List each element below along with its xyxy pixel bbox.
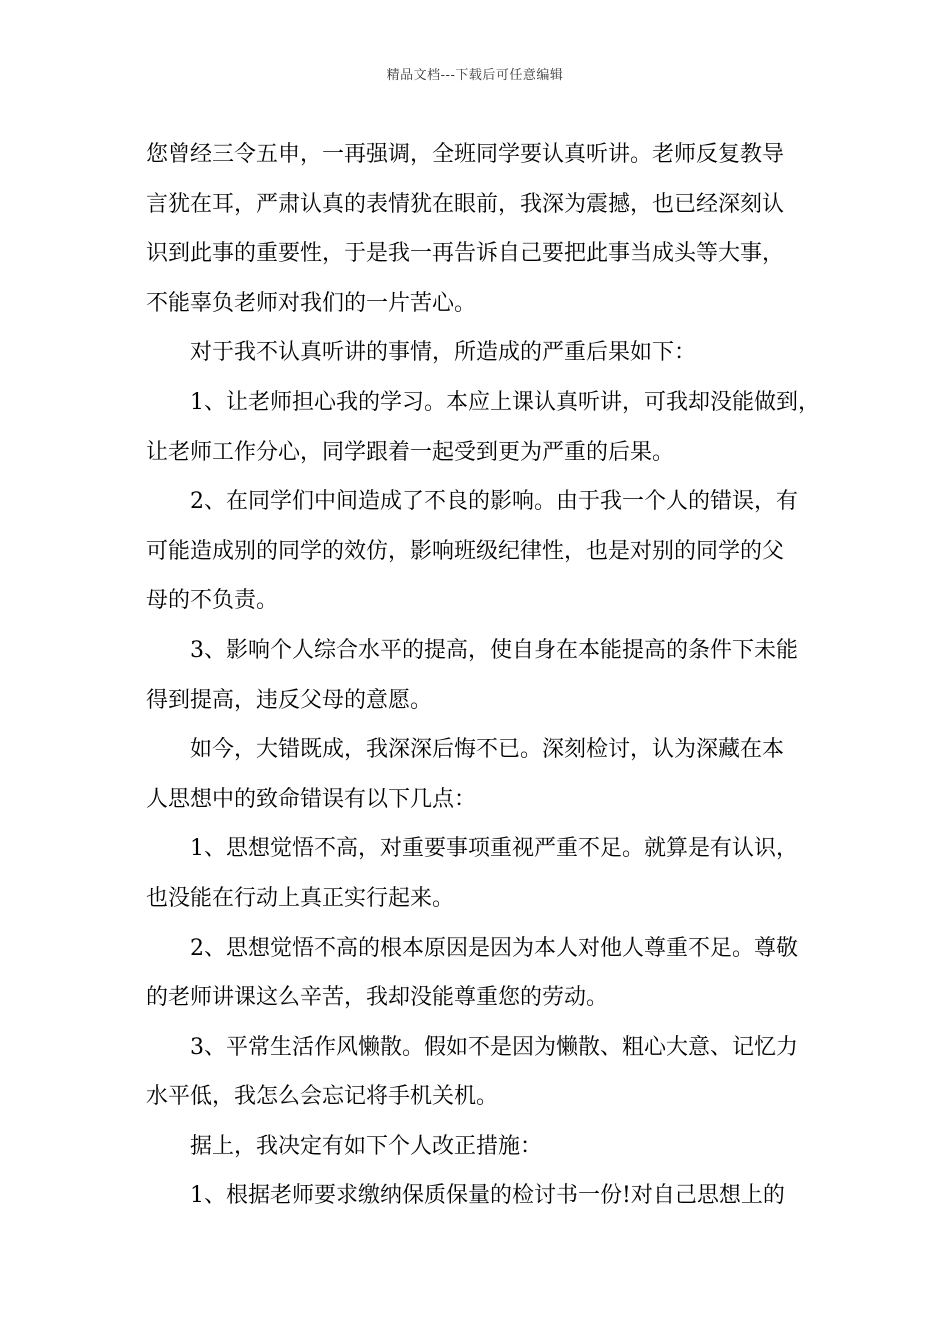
paragraph-first-line: 1、思想觉悟不高，对重要事项重视严重不足。就算是有认识， [190, 836, 798, 862]
text-line: 让老师工作分心，同学跟着一起受到更为严重的后果。 [146, 439, 675, 465]
paragraph-first-line: 据上，我决定有如下个人改正措施： [190, 1133, 543, 1159]
text-line: 也没能在行动上真正实行起来。 [146, 885, 455, 911]
paragraph-first-line: 如今，大错既成，我深深后悔不已。深刻检讨，认为深藏在本 [190, 737, 785, 763]
document-body [146, 130, 820, 1221]
paragraph-first-line: 对于我不认真听讲的事情，所造成的严重后果如下： [190, 340, 697, 366]
paragraph-first-line: 3、影响个人综合水平的提高，使自身在本能提高的条件下未能 [190, 637, 798, 663]
paragraph-first-line: 2、在同学们中间造成了不良的影响。由于我一个人的错误，有 [190, 489, 798, 515]
text-line: 人思想中的致命错误有以下几点： [146, 786, 477, 812]
text-line: 水平低，我怎么会忘记将手机关机。 [146, 1084, 499, 1110]
page-header: 精品文档---下载后可任意编辑 [386, 68, 564, 83]
text-line: 言犹在耳，严肃认真的表情犹在眼前，我深为震撼，也已经深刻认 [146, 191, 785, 217]
text-line: 母的不负责。 [146, 588, 279, 614]
text-line: 识到此事的重要性，于是我一再告诉自己要把此事当成头等大事， [146, 241, 785, 267]
paragraph-first-line: 2、思想觉悟不高的根本原因是因为本人对他人尊重不足。尊敬 [190, 935, 798, 961]
text-line: 得到提高，违反父母的意愿。 [146, 687, 433, 713]
paragraph-first-line: 1、根据老师要求缴纳保质保量的检讨书一份!对自己思想上的 [190, 1183, 785, 1209]
paragraph-first-line: 1、让老师担心我的学习。本应上课认真听讲，可我却没能做到， [190, 389, 820, 415]
text-line: 不能辜负老师对我们的一片苦心。 [146, 290, 477, 316]
text-line: 可能造成别的同学的效仿，影响班级纪律性，也是对别的同学的父 [146, 538, 785, 564]
text-line: 您曾经三令五申，一再强调，全班同学要认真听讲。老师反复教导 [146, 142, 785, 167]
text-line: 的老师讲课这么辛苦，我却没能尊重您的劳动。 [146, 985, 609, 1011]
paragraph-first-line: 3、平常生活作风懒散。假如不是因为懒散、粗心大意、记忆力 [190, 1034, 798, 1060]
